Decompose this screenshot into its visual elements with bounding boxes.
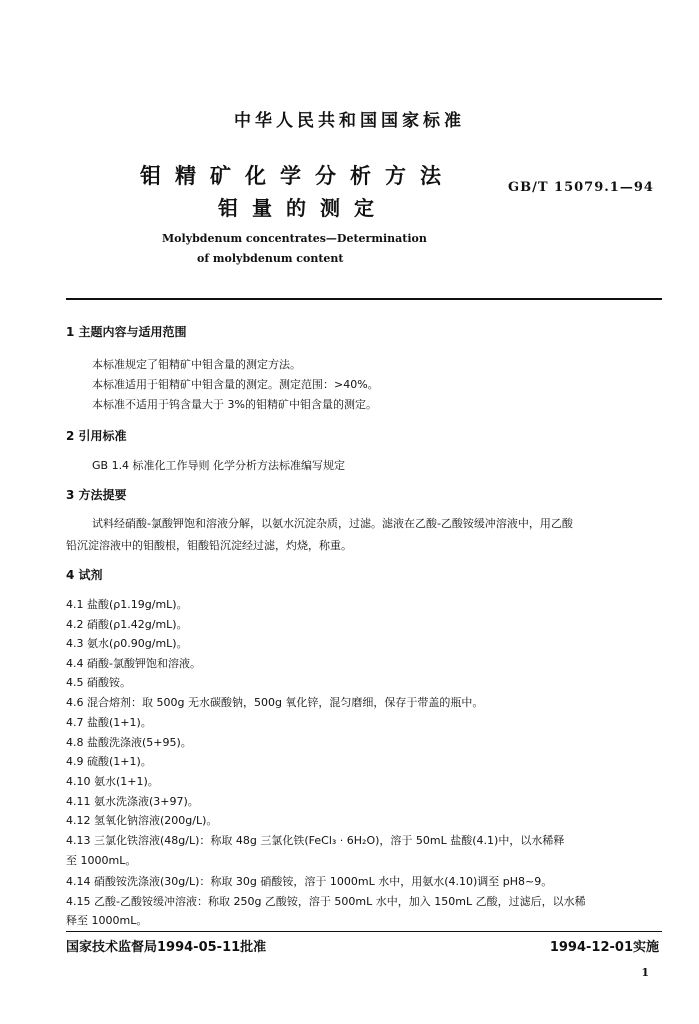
- section-1-line: 本标准适用于钼精矿中钼含量的测定。测定范围：>40%。: [92, 378, 379, 391]
- reagent-item-continuation: 释至 1000mL。: [66, 914, 148, 927]
- national-standard-heading: 中华人民共和国国家标准: [234, 111, 465, 131]
- implementation-date: 1994-12-01实施: [549, 940, 659, 955]
- reagent-item: 4.2 硝酸(ρ1.42g/mL)。: [66, 618, 188, 631]
- reagent-item: 4.7 盐酸(1+1)。: [66, 716, 152, 729]
- document-subtitle: 钼量的测定: [218, 196, 388, 220]
- section-2-line: GB 1.4 标准化工作导则 化学分析方法标准编写规定: [92, 459, 346, 472]
- page-number: 1: [641, 966, 649, 979]
- section-4-heading: 4 试剂: [66, 568, 103, 582]
- reagent-item: 4.10 氨水(1+1)。: [66, 775, 159, 788]
- section-1-line: 本标准不适用于钨含量大于 3%的钼精矿中钼含量的测定。: [92, 398, 377, 411]
- reagent-item: 4.14 硝酸铵洗涤液(30g/L)：称取 30g 硝酸铵，溶于 1000mL 水中，用氨水(4.10)调至 pH8~9。: [66, 875, 553, 888]
- section-1-heading: 1 主题内容与适用范围: [66, 325, 187, 339]
- reagent-item: 4.4 硝酸-氯酸钾饱和溶液。: [66, 657, 201, 670]
- reagent-item: 4.1 盐酸(ρ1.19g/mL)。: [66, 598, 188, 611]
- reagent-item: 4.12 氢氧化钠溶液(200g/L)。: [66, 814, 218, 827]
- section-3-line: 铅沉淀溶液中的钼酸根，钼酸铅沉淀经过滤，灼烧，称重。: [66, 539, 352, 552]
- reagent-item: 4.6 混合熔剂：取 500g 无水碳酸钠，500g 氧化锌，混匀磨细，保存于带盖的瓶中。: [66, 696, 484, 709]
- reagent-item: 4.11 氨水洗涤液(3+97)。: [66, 795, 199, 808]
- reagent-item: 4.13 三氯化铁溶液(48g/L)：称取 48g 三氯化铁(FeCl₃ · 6H₂O)，溶于 50mL 盐酸(4.1)中，以水稀释: [66, 834, 565, 847]
- section-3-line: 试料经硝酸-氯酸钾饱和溶液分解，以氨水沉淀杂质，过滤。滤液在乙酸-乙酸铵缓冲溶液中，用乙酸: [92, 517, 573, 530]
- reagent-item: 4.9 硫酸(1+1)。: [66, 755, 152, 768]
- standard-code: GB/T 15079.1—94: [508, 180, 654, 195]
- reagent-item: 4.5 硝酸铵。: [66, 676, 131, 689]
- english-title-line2: of molybdenum content: [197, 252, 344, 265]
- document-title: 钼精矿化学分析方法: [140, 164, 455, 188]
- section-1-line: 本标准规定了钼精矿中钼含量的测定方法。: [92, 358, 301, 371]
- section-3-heading: 3 方法提要: [66, 488, 127, 502]
- reagent-item-continuation: 至 1000mL。: [66, 854, 137, 867]
- footer-rule: [66, 931, 662, 932]
- approval-date: 国家技术监督局1994-05-11批准: [66, 940, 267, 955]
- reagent-item: 4.8 盐酸洗涤液(5+95)。: [66, 736, 192, 749]
- section-2-heading: 2 引用标准: [66, 429, 127, 443]
- header-rule: [66, 298, 662, 300]
- reagent-item: 4.3 氨水(ρ0.90g/mL)。: [66, 637, 188, 650]
- english-title-line1: Molybdenum concentrates—Determination: [162, 232, 427, 245]
- reagent-item: 4.15 乙酸-乙酸铵缓冲溶液：称取 250g 乙酸铵，溶于 500mL 水中，加入 150mL 乙酸，过滤后，以水稀: [66, 895, 586, 908]
